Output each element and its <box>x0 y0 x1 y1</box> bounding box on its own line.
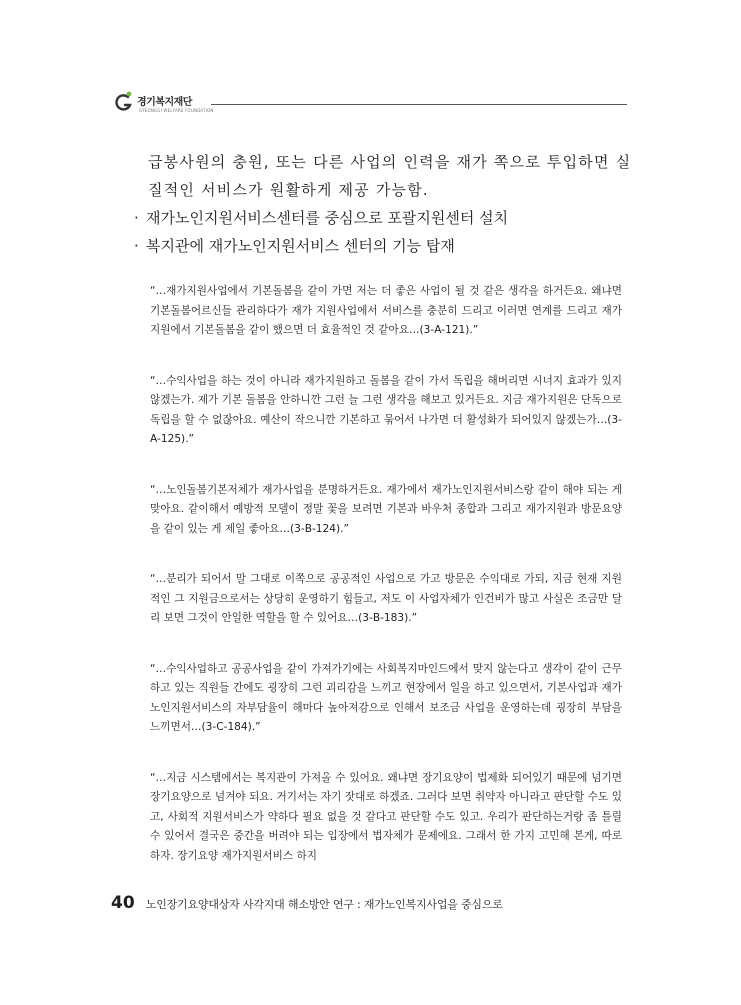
bullet-marker: · <box>134 209 139 227</box>
intro-section <box>134 148 632 260</box>
interview-quotes <box>150 282 622 866</box>
page-number: 40 <box>111 893 135 913</box>
intro-line: 급봉사원의 충원, 또는 다른 사업의 인력을 재가 쪽으로 투입하면 실 <box>148 153 632 171</box>
interview-quote: “…노인돌봄기본저체가 재가사업을 분명하거든요. 재가에서 재가노인지원서비스랑 같이 해야 되는 게 맞아요. 같이해서 예방적 모델이 정말 꽃을 보려면 기본과 바우처 종합과 그리고 재가지원과 방문요양을 같이 있는 게 제일 좋아요…(3-B-124).” <box>150 483 622 535</box>
bullet-text: 재가노인지원서비스센터를 중심으로 포괄지원센터 설치 <box>146 209 509 227</box>
bullet-item <box>134 204 632 232</box>
bullet-item <box>134 232 632 260</box>
header-divider <box>211 104 627 105</box>
report-title: 노인장기요양대상자 사각지대 해소방안 연구 : 재가노인복지사업을 중심으로 <box>145 898 503 911</box>
interview-quote: “…수익사업을 하는 것이 아니라 재가지원하고 돌봄을 같이 가서 독립을 해버리면 시너지 효과가 있지 않겠는가. 제가 기본 돌봄을 안하니깐 그런 늘 그런 생각을 해보고 있거든요. 지금 재가지원은 단독으로 독립을 할 수 없잖아요. 예산이 작으니깐 기본하고 묶어서 나가면 더 활성화가 되어있지 않겠는가…(3-A-125).” <box>150 374 622 445</box>
org-name: 경기복지재단 <box>137 97 192 108</box>
page-footer <box>111 893 503 913</box>
intro-line: 질적인 서비스가 원활하게 제공 가능함. <box>148 181 429 199</box>
interview-quote: “…재가지원사업에서 기본돌봄을 같이 가면 저는 더 좋은 사업이 될 것 같은 생각을 하거든요. 왜냐면 기본돌봄어르신들 관리하다가 재가 지원사업에서 서비스를 충분히 드리고 이러면 연계를 드리고 재가지원에서 기본돌봄을 같이 했으면 더 효율적인 것 같아요…(3-A-121).” <box>150 285 622 336</box>
foundation-logo-icon <box>115 91 133 113</box>
interview-quote: “…수익사업하고 공공사업을 같이 가져가기에는 사회복지마인드에서 맞지 않는다고 생각이 같이 근무하고 있는 직원들 간에도 굉장히 그런 괴리감을 느끼고 현장에서 일을 하고 있으면서, 기본사업과 재가노인지원서비스의 자부담율이 해마다 높아져감으로 인해서 보조금 사업을 운영하는데 굉장히 부담을 느끼면서…(3-C-184).” <box>150 662 622 733</box>
bullet-marker: · <box>134 237 139 255</box>
bullet-text: 복지관에 재가노인지원서비스 센터의 기능 탑재 <box>146 237 455 255</box>
interview-quote: “…분리가 되어서 말 그대로 이쪽으로 공공적인 사업으로 가고 방문은 수익대로 가되, 지금 현재 지원적인 그 지원금으로서는 상당히 운영하기 힘들고, 저도 이 사업자체가 인건비가 많고 사실은 조금만 달리 보면 그것이 안일한 역할을 할 수 있어요…(3-B-183).” <box>150 573 622 624</box>
org-subtitle: GYEONGGI WELFARE FOUNDATION <box>139 108 214 113</box>
page-header <box>115 88 627 120</box>
interview-quote: “…지금 시스템에서는 복지관이 가져올 수 있어요. 왜냐면 장기요양이 법제화 되어있기 때문에 넘기면 장기요양으로 넘겨야 되요. 거기서는 자기 잣대로 하겠죠. 그러다 보면 취약자 아니라고 판단할 수도 있고, 사회적 지원서비스가 약하다 필요 없을 것 같다고 판단할 수도 있고. 우리가 판단하는거랑 좀 틀릴 수 있어서 결국은 중간을 버려야 되는 입장에서 법자체가 문제에요. 그래서 한 가지 고민해 본게, 따로 하자. 장기요양 재가지원서비스 하지 <box>150 771 622 862</box>
